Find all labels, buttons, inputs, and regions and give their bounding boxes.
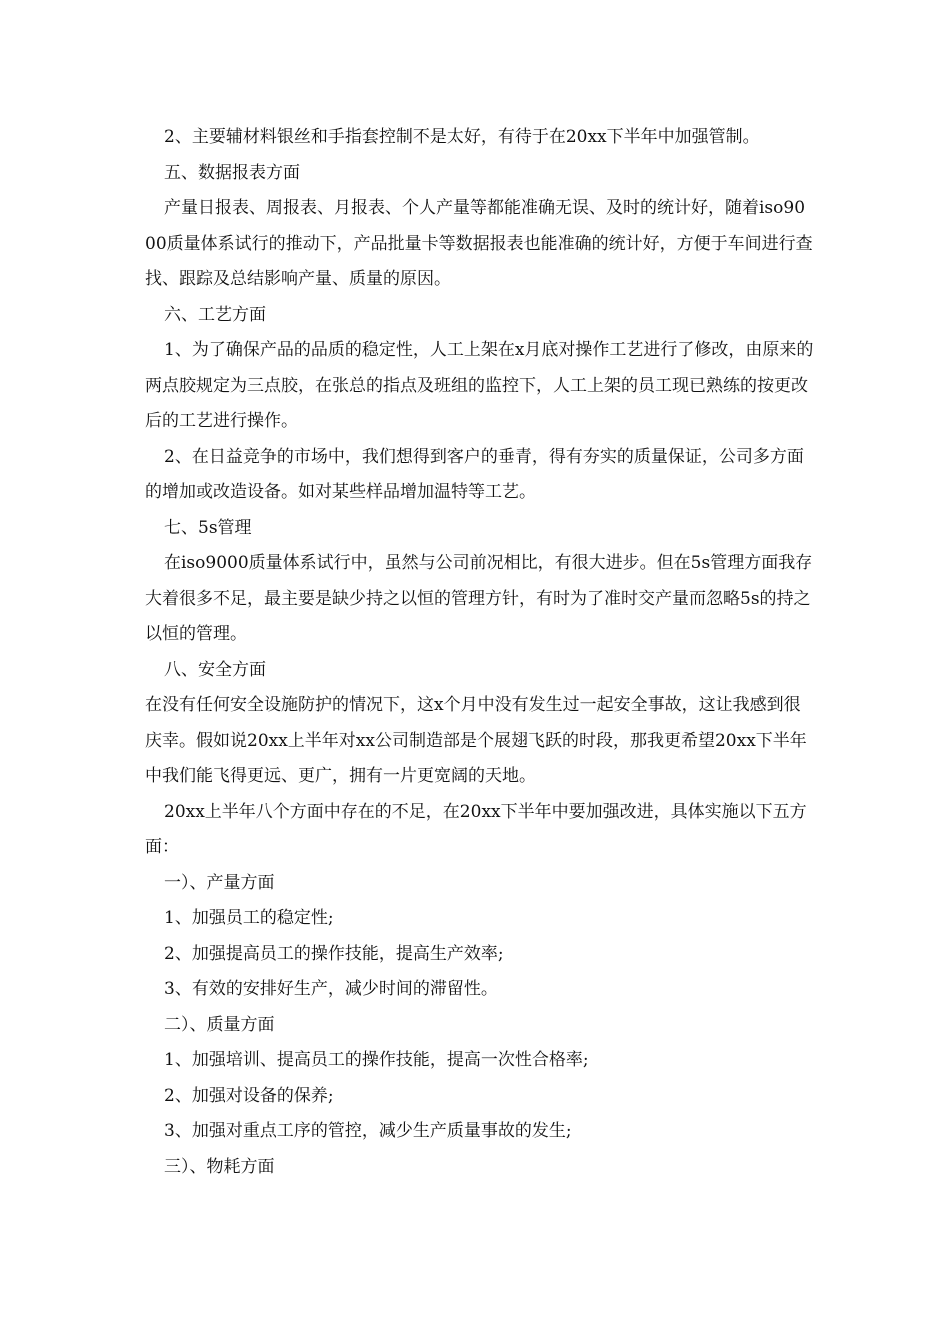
list-item-quality-1: 1、加强培训、提高员工的操作技能，提高一次性合格率;	[164, 1050, 589, 1070]
paragraph-process-1: 1、为了确保产品的品质的稳定性，人工上架在x月底对操作工艺进行了修改，由原来的两点胶规定为三点胶，在张总的指点及班组的监控下，人工上架的员工现已熟练的按更改后的工艺进行操作。	[145, 340, 814, 431]
paragraph-5s: 在iso9000质量体系试行中，虽然与公司前况相比，有很大进步。但在5s管理方面我存大着很多不足，最主要是缺少持之以恒的管理方针，有时为了准时交产量而忽略5s的持之以恒的管理。	[145, 553, 813, 644]
subsection-heading-output: 一）、产量方面	[164, 872, 275, 893]
list-item-output-2: 2、加强提高员工的操作技能，提高生产效率;	[164, 943, 504, 964]
list-item-output-1: 1、加强员工的稳定性;	[164, 908, 334, 928]
paragraph-safety: 在没有任何安全设施防护的情况下，这x个月中没有发生过一起安全事故，这让我感到很庆幸。假如说20xx上半年对xx公司制造部是个展翅飞跃的时段，那我更希望20xx下半年中我们能飞得更远、更广，拥有一片更宽阔的天地。	[145, 695, 807, 786]
section-heading-process: 六、工艺方面	[164, 304, 266, 325]
section-heading-5s: 七、5s管理	[164, 517, 252, 538]
subsection-heading-consumption: 三）、物耗方面	[164, 1156, 275, 1177]
subsection-heading-quality: 二）、质量方面	[164, 1014, 275, 1035]
paragraph-improvement-intro: 20xx上半年八个方面中存在的不足，在20xx下半年中要加强改进，具体实施以下五方面：	[145, 801, 807, 857]
document-body	[145, 120, 815, 1185]
list-item-quality-3: 3、加强对重点工序的管控，减少生产质量事故的发生;	[164, 1121, 572, 1141]
section-heading-data-reports: 五、数据报表方面	[164, 162, 300, 183]
list-item-output-3: 3、有效的安排好生产，减少时间的滞留性。	[164, 979, 498, 999]
paragraph-materials-control: 2、主要辅材料银丝和手指套控制不是太好，有待于在20xx下半年中加强管制。	[164, 127, 760, 147]
list-item-quality-2: 2、加强对设备的保养;	[164, 1085, 334, 1106]
paragraph-process-2: 2、在日益竞争的市场中，我们想得到客户的垂青，得有夯实的质量保证，公司多方面的增加或改造设备。如对某些样品增加温特等工艺。	[145, 446, 804, 502]
section-heading-safety: 八、安全方面	[164, 659, 266, 680]
paragraph-data-reports: 产量日报表、周报表、月报表、个人产量等都能准确无误、及时的统计好，随着iso9000质量体系试行的推动下，产品批量卡等数据报表也能准确的统计好，方便于车间进行查找、跟踪及总结影响产量、质量的原因。	[145, 198, 813, 289]
